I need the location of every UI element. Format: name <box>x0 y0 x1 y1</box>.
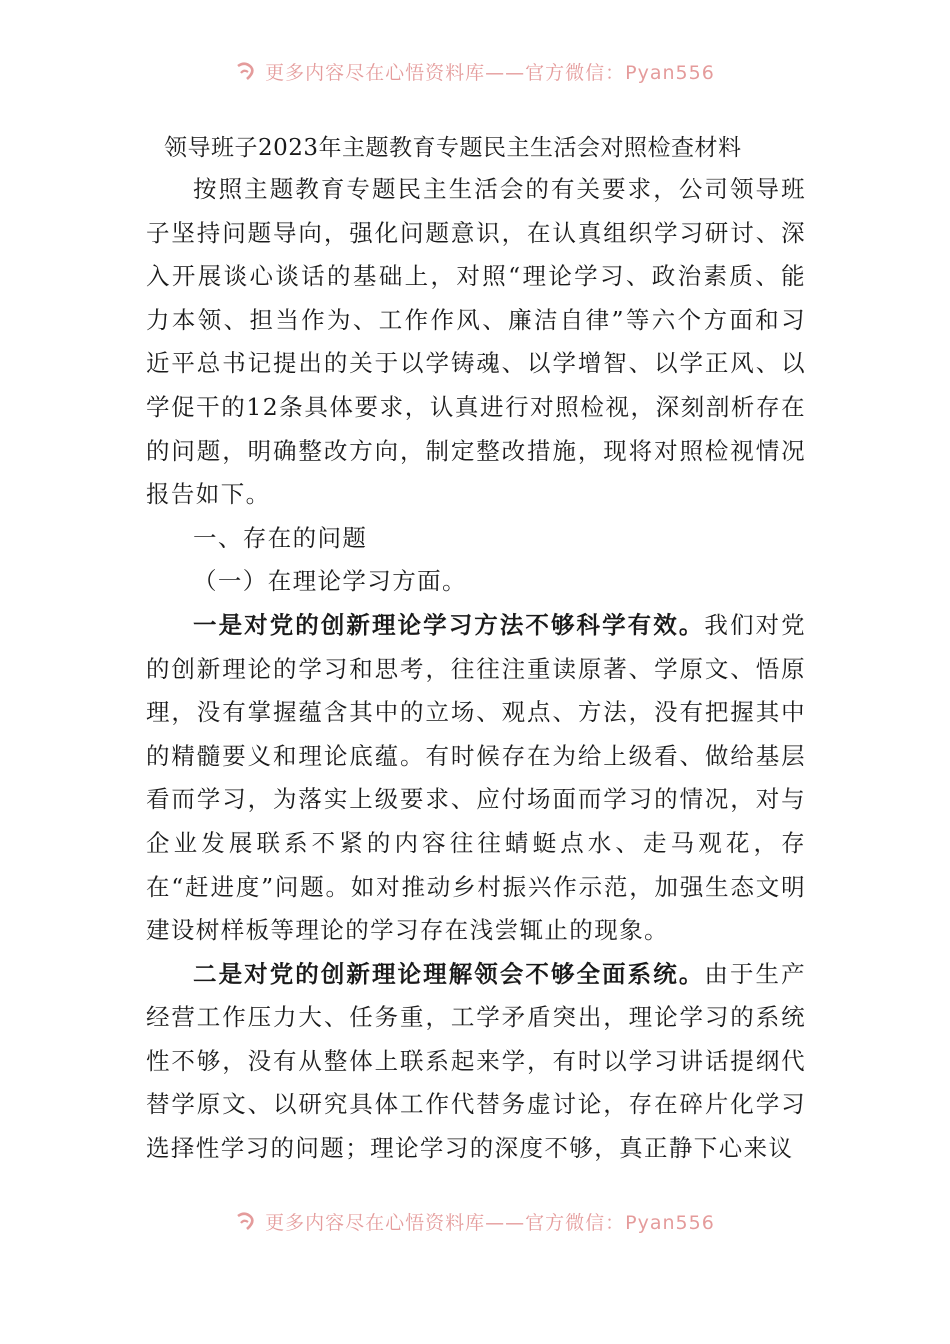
watermark-logo-icon <box>235 1209 259 1233</box>
watermark-top <box>0 54 950 88</box>
intro-paragraph: 按照主题教育专题民主生活会的有关要求，公司领导班子坚持问题导向，强化问题意识，在认真组织学习研讨、深入开展谈心谈话的基础上，对照“理论学习、政治素质、能力本领、担当作为、工作作风、廉洁自律”等六个方面和习近平总书记提出的关于以学铸魂、以学增智、以学正风、以学促干的12条具体要求，认真进行对照检视，深刻剖析存在的问题，明确整改方向，制定整改措施，现将对照检视情况报告如下。 <box>146 175 806 509</box>
section-heading: 一、存在的问题 <box>193 523 368 552</box>
point-2-body: 由于生产经营工作压力大、任务重，工学矛盾突出，理论学习的系统性不够，没有从整体上联系起来学，有时以学习讲话提纲代替学原文、以研究具体工作代替务虚讨论，存在碎片化学习选择性学习的问题；理论学习的深度不够，真正静下心来议 <box>146 959 806 1163</box>
subsection-heading: （一）在理论学习方面。 <box>193 567 467 596</box>
point-2-lead: 二是对党的创新理论理解领会不够全面系统。 <box>193 959 705 988</box>
watermark-logo-icon <box>235 59 259 83</box>
point-1-paragraph <box>146 604 806 953</box>
document-body <box>146 128 806 1171</box>
watermark-text: 更多内容尽在心悟资料库——官方微信：Pyan556 <box>265 1211 715 1234</box>
watermark-text: 更多内容尽在心悟资料库——官方微信：Pyan556 <box>265 61 715 84</box>
point-1-body: 我们对党的创新理论的学习和思考，往往注重读原著、学原文、悟原理，没有掌握蕴含其中的立场、观点、方法，没有把握其中的精髓要义和理论底蕴。有时候存在为给上级看、做给基层看而学习，为落实上级要求、应付场面而学习的情况，对与企业发展联系不紧的内容往往蜻蜓点水、走马观花，存在“赶进度”问题。如对推动乡村振兴作示范，加强生态文明建设树样板等理论的学习存在浅尝辄止的现象。 <box>146 610 806 945</box>
point-2-paragraph <box>146 953 806 1171</box>
document-title: 领导班子2023年主题教育专题民主生活会对照检查材料 <box>164 135 742 161</box>
point-1-lead: 一是对党的创新理论学习方法不够科学有效。 <box>193 610 705 639</box>
watermark-bottom <box>0 1204 950 1238</box>
